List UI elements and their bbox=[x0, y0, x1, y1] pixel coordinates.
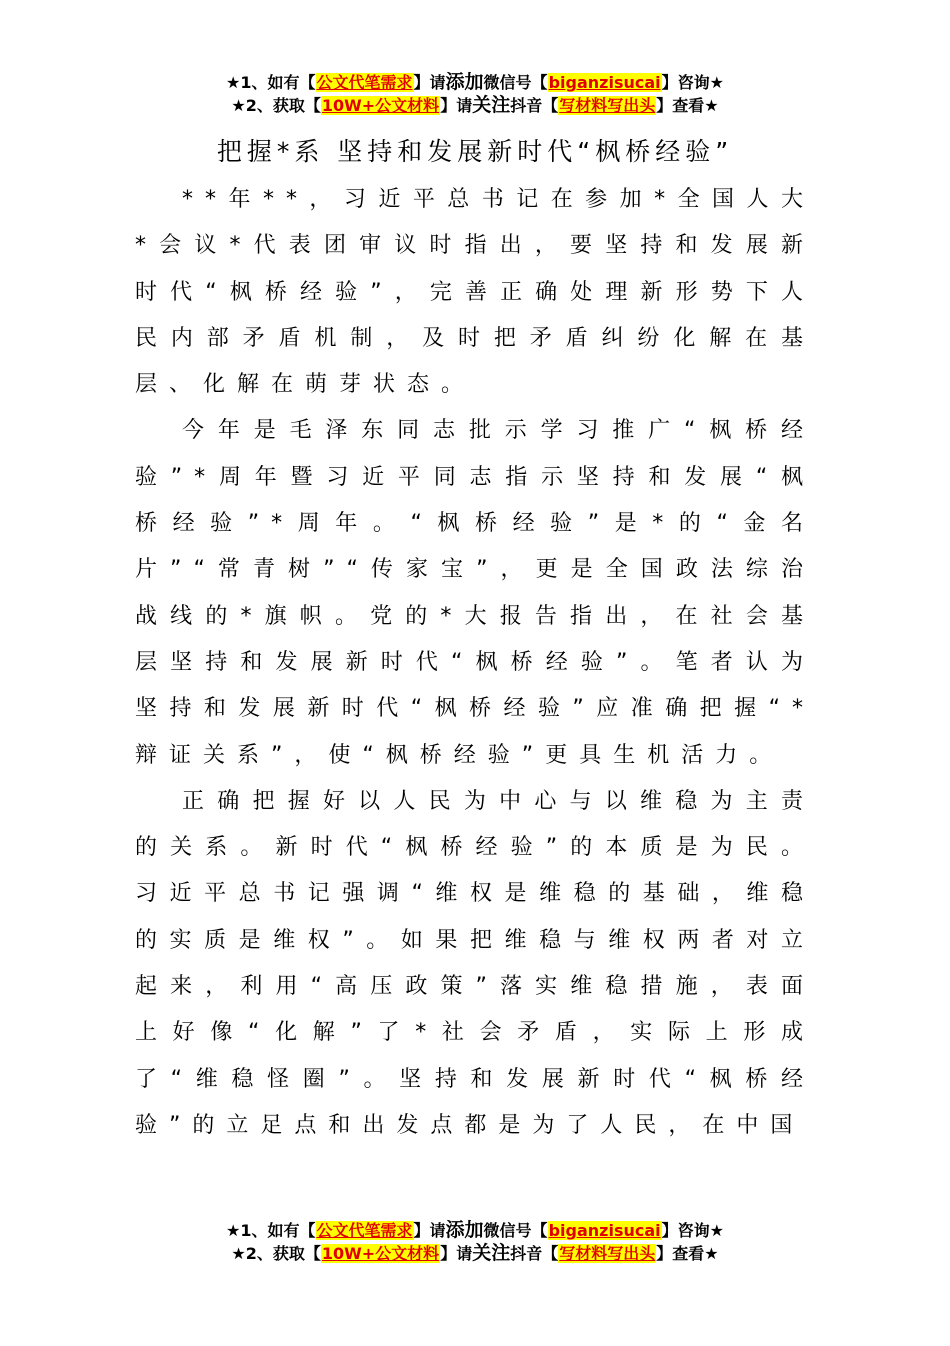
promo-highlight: 10W+公文材料 bbox=[321, 96, 440, 115]
promo-text: 】请 bbox=[440, 1244, 473, 1263]
promo-text: 微信号【 bbox=[483, 73, 548, 92]
promo-banner-bottom bbox=[0, 1219, 950, 1265]
promo-text: ★2、获取【 bbox=[231, 96, 321, 115]
promo-wechat-id: biganzisucai bbox=[548, 73, 661, 92]
document-body bbox=[135, 177, 815, 1149]
promo-text: 】查看★ bbox=[656, 1244, 719, 1263]
document-title: 把握*系 坚持和发展新时代“枫桥经验” bbox=[216, 137, 734, 166]
promo-wechat-id: biganzisucai bbox=[548, 1221, 661, 1240]
promo-text: ★2、获取【 bbox=[231, 1244, 321, 1263]
body-paragraph: 正确把握好以人民为中心与以维稳为主责的关系。新时代“枫桥经验”的本质是为民。习近平总书记强调“维权是维稳的基础，维稳的实质是维权”。如果把维稳与维权两者对立起来，利用“高压政策”落实维稳措施，表面上好像“化解”了*社会矛盾，实际上形成了“维稳怪圈”。坚持和发展新时代“枫桥经验”的立足点和出发点都是为了人民，在中国 bbox=[135, 788, 815, 1138]
promo-line-1 bbox=[0, 1219, 950, 1242]
promo-text: 微信号【 bbox=[483, 1221, 548, 1240]
promo-highlight: 10W+公文材料 bbox=[321, 1244, 440, 1263]
promo-highlight: 公文代笔需求 bbox=[316, 1221, 413, 1240]
promo-text: 抖音【 bbox=[510, 1244, 559, 1263]
promo-banner-top bbox=[0, 71, 950, 117]
promo-emphasis: 添加 bbox=[445, 71, 484, 93]
promo-line-2 bbox=[0, 1242, 950, 1265]
promo-text: 】请 bbox=[413, 1221, 446, 1240]
promo-text: ★1、如有【 bbox=[226, 1221, 316, 1240]
promo-line-2 bbox=[0, 94, 950, 117]
promo-highlight: 公文代笔需求 bbox=[316, 73, 413, 92]
body-paragraph: **年**，习近平总书记在参加*全国人大*会议*代表团审议时指出，要坚持和发展新时代“枫桥经验”，完善正确处理新形势下人民内部矛盾机制，及时把矛盾纠纷化解在基层、化解在萌芽状态。 bbox=[135, 187, 815, 398]
body-paragraph: 今年是毛泽东同志批示学习推广“枫桥经验”*周年暨习近平同志指示坚持和发展“枫桥经验”*周年。“枫桥经验”是*的“金名片”“常青树”“传家宝”，更是全国政法综治战线的*旗帜。党的*大报告指出，在社会基层坚持和发展新时代“枫桥经验”。笔者认为坚持和发展新时代“枫桥经验”应准确把握“*辩证关系”，使“枫桥经验”更具生机活力。 bbox=[135, 418, 815, 768]
promo-douyin-id: 写材料写出头 bbox=[559, 1244, 656, 1263]
promo-text: 】请 bbox=[440, 96, 473, 115]
promo-text: 】查看★ bbox=[656, 96, 719, 115]
promo-emphasis: 关注 bbox=[472, 1242, 511, 1264]
promo-line-1 bbox=[0, 71, 950, 94]
promo-text: 抖音【 bbox=[510, 96, 559, 115]
promo-text: 】咨询★ bbox=[661, 73, 724, 92]
promo-emphasis: 关注 bbox=[472, 94, 511, 116]
promo-douyin-id: 写材料写出头 bbox=[559, 96, 656, 115]
promo-text: ★1、如有【 bbox=[226, 73, 316, 92]
promo-text: 】请 bbox=[413, 73, 446, 92]
promo-emphasis: 添加 bbox=[445, 1219, 484, 1241]
promo-text: 】咨询★ bbox=[661, 1221, 724, 1240]
